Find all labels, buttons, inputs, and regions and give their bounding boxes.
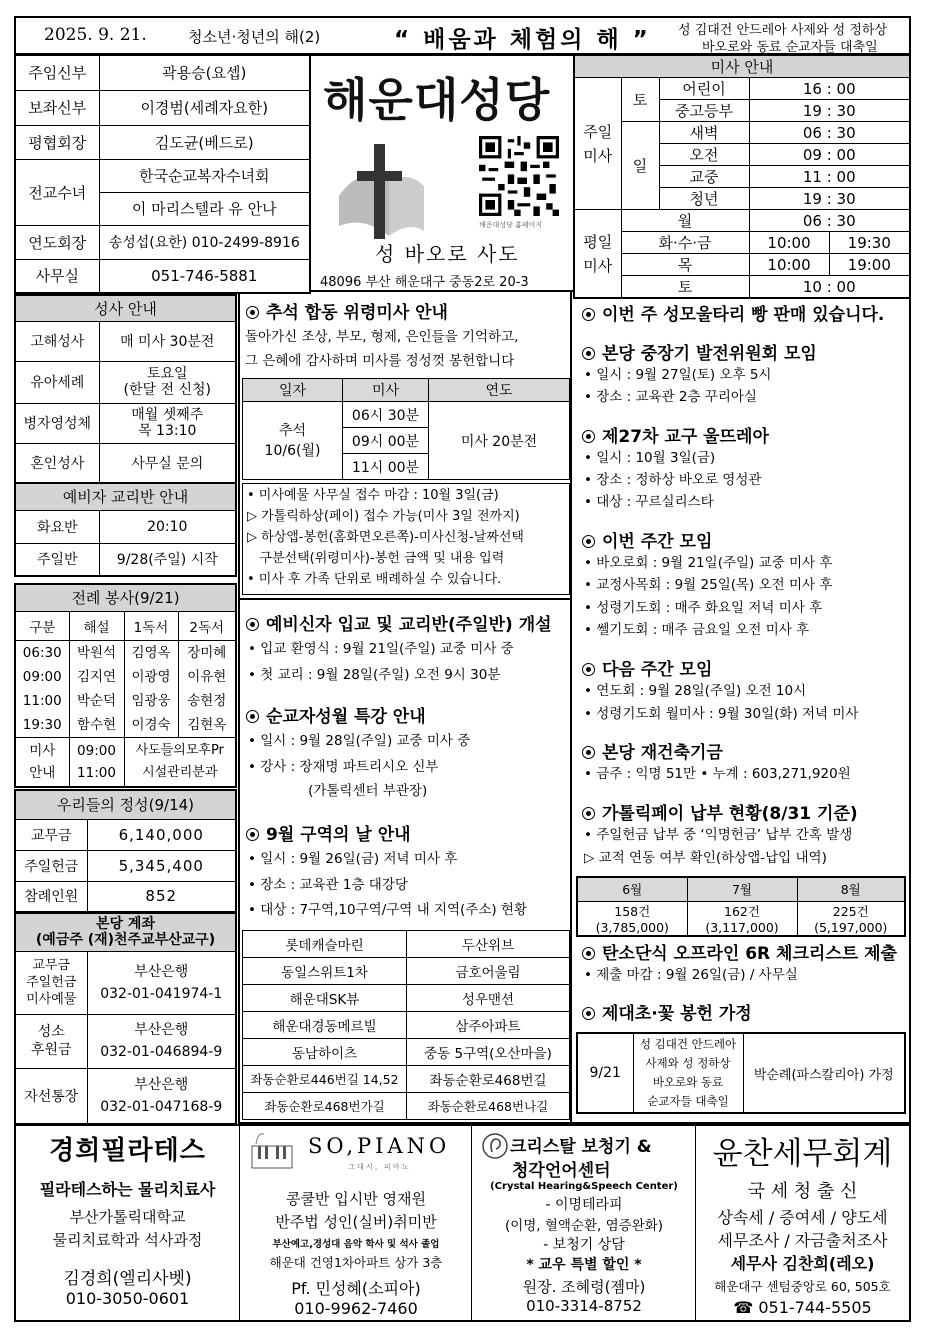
ad-hearing-line: - 보청기 상담 (543, 1237, 625, 1253)
ad-hearing (472, 1126, 696, 1320)
carbon-line: • 제출 마감 : 9월 26일(금) / 사무실 (584, 967, 798, 983)
council-line: • 일시 : 9월 27일(토) 오후 5시 (584, 367, 772, 383)
sacrament-info: 매 미사 30분전 (99, 321, 236, 361)
mass-time: 06 : 30 (749, 210, 910, 232)
mass-kind: 새벽 (659, 122, 749, 144)
pay-line: ▷ 교적 연동 여부 확인(하상앱-납입 내역) (584, 850, 827, 866)
year-theme: “ 배움과 체험의 해 ” (394, 27, 651, 53)
pay-value: 162건(3,117,000) (687, 901, 797, 936)
martyr-section-title (246, 702, 426, 727)
bullet-icon (582, 807, 595, 820)
thisweek-title: 이번 주간 모임 (602, 532, 713, 552)
staff-name: 051-746-5881 (99, 259, 310, 293)
class-info: 20:10 (99, 510, 236, 543)
chuseok-note: 구분선택(위령미사)-봉헌 금액 및 내용 입력 (247, 551, 505, 566)
account-purpose: 성소 후원금 (15, 1014, 87, 1068)
martyr-line: • 강사 : 장재명 파트리시오 신부 (248, 759, 439, 775)
ulteureya-line: • 장소 : 정하상 바오로 영성관 (584, 472, 762, 488)
thisweek-line: • 성령기도회 : 매주 화요일 저녁 미사 후 (584, 600, 823, 616)
carbon-title: 탄소단식 오프라인 6R 체크리스트 제출 (602, 944, 897, 964)
mass-guide-label: 미사 안내 (15, 737, 69, 787)
mass-title: 미사 안내 (574, 55, 910, 78)
staff-name: 김도균(베드로) (99, 125, 310, 159)
sacrament-info: 매월 셋째주 목 13:10 (99, 403, 236, 443)
ad-piano-name: Pf. 민성혜(소피아) (291, 1279, 421, 1298)
parish-name: 해운대성당 (323, 73, 551, 127)
issue-date: 2025. 9. 21. (44, 25, 147, 45)
thisweek-section-title (582, 527, 712, 552)
offering-kind: 참례인원 (15, 881, 87, 912)
ad-piano-line: 반주법 성인(실버)취미반 (275, 1213, 437, 1231)
second-reader-names: 장미혜 이유현 송현정 김현옥 (178, 640, 236, 737)
pay-stats-table (576, 876, 906, 937)
thisweek-line: • 바오로회 : 9월 21일(주일) 교중 미사 후 (584, 555, 833, 571)
staff-role: 사무실 (15, 259, 99, 293)
liturgy-header: 해설 (69, 611, 124, 640)
district-area: 좌동순환로446번길 14,52 (243, 1066, 407, 1093)
catechumen-section-title (246, 610, 552, 635)
catechumen-title: 예비신자 입교 및 교리반(주일반) 개설 (266, 615, 552, 635)
mass-time: 19 : 30 (749, 188, 910, 210)
pay-value: 158건(3,785,000) (577, 901, 687, 936)
ulteureya-line: • 일시 : 10월 3일(금) (584, 450, 716, 466)
bread-sale-text: 이번 주 성모울타리 빵 판매 있습니다. (602, 305, 885, 325)
qr-code-icon[interactable] (479, 136, 559, 216)
class-info: 9/28(주일) 시작 (99, 543, 236, 576)
mass-kind: 교중 (659, 166, 749, 188)
ad-tax (696, 1126, 909, 1320)
martyr-line: (가톨릭센터 부관장) (248, 783, 428, 799)
catechumen-line: • 입교 환영식 : 9월 21일(주일) 교중 미사 중 (248, 641, 514, 657)
bullet-icon (582, 430, 595, 443)
ad-pilates (16, 1126, 240, 1320)
ad-pilates-line: 물리치료학과 석사과정 (52, 1231, 203, 1249)
offering-kind: 주일헌금 (15, 850, 87, 881)
chuseok-header: 미사 (343, 379, 429, 402)
parish-address: 48096 부산 해운대구 중동2로 20-3 (320, 275, 529, 290)
liturgy-service-table (14, 583, 237, 788)
ad-tax-title: 윤찬세무회계 (712, 1136, 893, 1172)
bullet-icon (582, 347, 595, 360)
catechumen-class-table (14, 482, 237, 577)
bullet-icon (582, 947, 595, 960)
district-area: 두산위브 (407, 931, 570, 958)
pay-month: 7월 (687, 877, 797, 901)
staff-name: 송성섭(요한) 010-2499-8916 (99, 225, 310, 259)
divider (238, 598, 572, 600)
mass-time: 06 : 30 (749, 122, 910, 144)
rebuild-line: • 금주 : 익명 51만 • 누계 : 603,271,920원 (584, 766, 851, 782)
bullet-icon (582, 663, 595, 676)
ad-hearing-phone: 010-3314-8752 (526, 1297, 642, 1315)
liturgy-title: 전례 봉사(9/21) (15, 584, 236, 611)
chuseok-section-title (246, 298, 448, 323)
district-title: 9월 구역의 날 안내 (266, 825, 411, 845)
flower-section-title (582, 999, 752, 1024)
nextweek-line: • 연도회 : 9월 28일(주일) 오전 10시 (584, 683, 807, 699)
chuseok-mass-table (242, 378, 570, 480)
offering-title: 우리들의 정성(9/14) (15, 790, 236, 819)
district-area: 롯데캐슬마린 (243, 931, 407, 958)
mass-time: 10:00 (749, 254, 829, 276)
sacrament-kind: 유아세례 (15, 361, 99, 403)
ad-hearing-line: * 교우 특별 할인 * (526, 1257, 642, 1273)
commentator-names: 박원석 김지연 박순덕 함수현 (69, 640, 124, 737)
pay-value: 225건(5,197,000) (797, 901, 905, 936)
ad-pilates-title: 경희필라테스 (49, 1136, 206, 1166)
mass-kind: 토 (621, 276, 749, 299)
mass-kind: 목 (621, 254, 749, 276)
chuseok-yeondo: 미사 20분전 (429, 402, 570, 480)
chuseok-notes-box (242, 483, 570, 595)
flower-date: 9/21 (577, 1033, 633, 1113)
sacrament-kind: 혼인성사 (15, 443, 99, 483)
district-area: 중동 5구역(오산마을) (407, 1039, 570, 1066)
account-purpose: 교무금 주일헌금 미사예물 (15, 951, 87, 1014)
right-column (572, 292, 911, 1124)
district-area: 삼주아파트 (407, 1012, 570, 1039)
header-bar (14, 16, 911, 54)
ad-tax-phone: ☎ 051-744-5505 (733, 1298, 872, 1317)
council-line: • 장소 : 교육관 2층 꾸리아실 (584, 389, 757, 405)
chuseok-desc: 돌아가신 조상, 부모, 형제, 은인들을 기억하고, (245, 329, 519, 345)
qr-caption: 해운대성당 홈페이지 (479, 221, 543, 229)
bullet-icon (582, 1007, 595, 1020)
district-area: 좌동순환로468번나길 (407, 1093, 570, 1120)
martyr-title: 순교자성월 특강 안내 (266, 707, 426, 727)
district-area: 성우맨션 (407, 985, 570, 1012)
chuseok-note: • 미사예물 사무실 접수 마감 : 10월 3일(금) (247, 488, 499, 503)
ad-pilates-name: 김경희(엘리사벳) (63, 1269, 192, 1289)
bullet-icon (582, 535, 595, 548)
ad-hearing-name: 원장. 조혜령(젬마) (522, 1278, 646, 1296)
ulteureya-section-title (582, 422, 769, 447)
ad-piano-phone: 010-9962-7460 (294, 1299, 418, 1318)
account-number: 부산은행 032-01-047168-9 (87, 1068, 236, 1124)
ad-piano (240, 1126, 472, 1320)
mass-time: 16 : 00 (749, 78, 910, 100)
piano-icon (250, 1130, 294, 1170)
district-area: 동일스위트1차 (243, 958, 407, 985)
bread-sale-notice (582, 300, 884, 325)
year-theme-prefix: 청소년·청년의 해(2) (188, 28, 321, 46)
nextweek-title: 다음 주간 모임 (602, 660, 713, 680)
bullet-icon (582, 746, 595, 759)
ad-tax-line: 세무조사 / 자금출처조사 (717, 1231, 888, 1250)
sacrament-info: 토요일 (한달 전 신청) (99, 361, 236, 403)
parish-block (311, 54, 573, 292)
ad-pilates-phone: 010-3050-0601 (65, 1289, 190, 1308)
offering-kind: 교무금 (15, 819, 87, 850)
parish-logo-icon (329, 136, 429, 246)
district-area-table (242, 930, 570, 1120)
liturgy-times: 06:30 09:00 11:00 19:30 (15, 640, 69, 737)
bullet-icon (246, 710, 259, 723)
sacrament-title: 성사 안내 (15, 295, 236, 321)
sacrament-table (14, 294, 237, 484)
mass-time: 19 : 30 (749, 100, 910, 122)
chuseok-date: 추석 10/6(월) (243, 402, 343, 480)
ulteureya-line: • 대상 : 꾸르실리스타 (584, 494, 714, 510)
feast-line-2: 바오로와 동료 순교자들 대축일 (702, 40, 878, 55)
nextweek-line: • 성령기도회 월미사 : 9월 30일(화) 저녁 미사 (584, 706, 859, 722)
mass-kind: 오전 (659, 144, 749, 166)
ad-row (14, 1124, 911, 1322)
bullet-icon (246, 306, 259, 319)
staff-role: 주임신부 (15, 55, 99, 90)
mass-time: 19:00 (829, 254, 910, 276)
bullet-icon (582, 308, 595, 321)
ad-hearing-title: 크리스탈 보청기 & (510, 1137, 652, 1157)
first-reader-names: 김영옥 이광영 임광웅 이경숙 (124, 640, 178, 737)
ad-pilates-line: 부산가톨릭대학교 (69, 1208, 186, 1226)
mass-time: 09 : 00 (749, 144, 910, 166)
chuseok-time: 06시 30분 (343, 402, 429, 428)
bullet-icon (246, 618, 259, 631)
pay-line: • 주일헌금 납부 중 ‘익명헌금’ 납부 간혹 발생 (584, 827, 853, 843)
catechumen-line: • 첫 교리 : 9월 28일(주일) 오전 9시 30분 (248, 667, 501, 683)
staff-name: 곽용승(요셉) (99, 55, 310, 90)
chuseok-note: • 미사 후 가족 단위로 배례하실 수 있습니다. (247, 572, 502, 587)
ad-piano-tagline: 그 대 서 , 피 아 노 (348, 1163, 409, 1171)
ear-icon (482, 1132, 508, 1160)
sacrament-kind: 병자영성체 (15, 403, 99, 443)
chuseok-time: 11시 00분 (343, 454, 429, 480)
chuseok-note: ▷ 가톨릭하상(페이) 접수 가능(미사 3일 전까지) (247, 509, 520, 524)
district-area: 좌동순환로468번길 (407, 1066, 570, 1093)
chuseok-desc: 그 은혜에 감사하며 미사를 정성껏 봉헌합니다 (245, 353, 515, 369)
pay-month: 8월 (797, 877, 905, 901)
sunday-mass-label: 주일 미사 (574, 78, 621, 210)
rebuild-title: 본당 재건축기금 (602, 743, 723, 763)
district-section-title (246, 820, 411, 845)
ad-tax-name: 세무사 김찬희(레오) (730, 1254, 875, 1273)
offering-amount: 852 (87, 881, 236, 912)
ad-tax-address: 해운대구 센텀중앙로 60, 505호 (714, 1279, 891, 1294)
staff-role: 보좌신부 (15, 90, 99, 125)
council-section-title (582, 339, 817, 364)
mass-kind: 월 (621, 210, 749, 232)
ad-piano-brand: SO,PIANO (308, 1134, 451, 1158)
staff-name: 이 마리스텔라 유 안나 (99, 192, 310, 225)
mass-kind: 중고등부 (659, 100, 749, 122)
offering-amount: 6,140,000 (87, 819, 236, 850)
chuseok-header: 연도 (429, 379, 570, 402)
mass-time: 11 : 00 (749, 166, 910, 188)
chuseok-header: 일자 (243, 379, 343, 402)
offering-amount: 5,345,400 (87, 850, 236, 881)
offering-table (14, 789, 237, 913)
staff-name: 한국순교복자수녀회 (99, 159, 310, 192)
thisweek-line: • 쎌기도회 : 매주 금요일 오전 미사 후 (584, 622, 810, 638)
staff-role: 전교수녀 (15, 159, 99, 225)
ad-hearing-eng: (Crystal Hearing&Speech Center) (490, 1181, 678, 1192)
chuseok-title: 추석 합동 위령미사 안내 (266, 303, 448, 323)
district-area: 해운대경동메르빌 (243, 1012, 407, 1039)
ad-hearing-line: (이명, 혈액순환, 염증완화) (504, 1218, 664, 1234)
account-title: 본당 계좌 (예금주 (재)천주교부산교구) (15, 913, 236, 951)
sacrament-info: 사무실 문의 (99, 443, 236, 483)
sacrament-kind: 고해성사 (15, 321, 99, 361)
district-area: 금호어울림 (407, 958, 570, 985)
ad-piano-line: 해운대 건영1차아파트 상가 3층 (269, 1255, 443, 1270)
ad-piano-line: 부산예고,경성대 음악 학사 및 석사 졸업 (272, 1239, 440, 1250)
mass-guide-groups: 사도들의모후Pr 시설관리분과 (124, 737, 236, 787)
mass-guide-times: 09:00 11:00 (69, 737, 124, 787)
ad-hearing-line: - 이명테라피 (545, 1197, 623, 1213)
class-day: 주일반 (15, 543, 99, 576)
catechumen-class-title: 예비자 교리반 안내 (15, 483, 236, 510)
mass-kind: 청년 (659, 188, 749, 210)
martyr-line: • 일시 : 9월 28일(주일) 교중 미사 중 (248, 733, 471, 749)
district-area: 좌동순환로468번가길 (243, 1093, 407, 1120)
district-line: • 장소 : 교육관 1층 대강당 (248, 877, 408, 893)
ad-tax-line: 상속세 / 증여세 / 양도세 (717, 1208, 888, 1227)
mass-time: 19:30 (829, 232, 910, 254)
nextweek-section-title (582, 655, 712, 680)
flower-feast: 성 김대건 안드레아 사제와 성 정하상 바오로와 동료 순교자들 대축일 (633, 1033, 743, 1113)
ad-hearing-title2: 청각언어센터 (512, 1161, 611, 1181)
ad-tax-sub: 국 세 청 출 신 (747, 1181, 858, 1202)
feast-line-1: 성 김대건 안드레아 사제와 성 정하상 (678, 23, 888, 38)
pay-section-title (582, 799, 858, 824)
ad-piano-line: 콩쿨반 입시반 영재원 (286, 1190, 426, 1208)
liturgy-header: 2독서 (178, 611, 236, 640)
flower-title: 제대초·꽃 봉헌 가정 (602, 1004, 752, 1024)
district-line: • 일시 : 9월 26일(금) 저녁 미사 후 (248, 851, 458, 867)
mass-time: 10 : 00 (749, 276, 910, 299)
account-number: 부산은행 032-01-041974-1 (87, 951, 236, 1014)
bank-account-table (14, 912, 237, 1125)
liturgy-header: 구분 (15, 611, 69, 640)
saturday-label: 토 (621, 78, 659, 122)
account-purpose: 자선통장 (15, 1068, 87, 1124)
staff-role: 평협회장 (15, 125, 99, 159)
mass-time: 10:00 (749, 232, 829, 254)
ulteureya-title: 제27차 교구 울뜨레아 (602, 427, 769, 447)
account-number: 부산은행 032-01-046894-9 (87, 1014, 236, 1068)
weekday-mass-label: 평일 미사 (574, 210, 621, 299)
bullet-icon (246, 828, 259, 841)
district-line: • 대상 : 7구역,10구역/구역 내 지역(주소) 현황 (248, 902, 528, 918)
staff-name: 이경범(세례자요한) (99, 90, 310, 125)
class-day: 화요반 (15, 510, 99, 543)
pay-month: 6월 (577, 877, 687, 901)
ad-pilates-sub: 필라테스하는 물리치료사 (39, 1180, 216, 1199)
staff-table (14, 54, 311, 294)
district-area: 동남하이츠 (243, 1039, 407, 1066)
patron-saint: 성 바오로 사도 (375, 242, 520, 266)
carbon-section-title (582, 939, 897, 964)
flower-family: 박순례(파스칼리아) 가정 (743, 1033, 905, 1113)
flower-table (576, 1032, 906, 1114)
district-area: 해운대SK뷰 (243, 985, 407, 1012)
chuseok-time: 09시 00분 (343, 428, 429, 454)
mass-schedule-table (573, 54, 911, 299)
staff-role: 연도회장 (15, 225, 99, 259)
middle-column (238, 292, 572, 1124)
chuseok-note: ▷ 하상앱-봉헌(홈화면오른쪽)-미사신청-날짜선택 (247, 530, 524, 545)
thisweek-line: • 교정사목회 : 9월 25일(목) 오전 미사 후 (584, 577, 833, 593)
mass-kind: 어린이 (659, 78, 749, 100)
pay-title: 가톨릭페이 납부 현황(8/31 기준) (602, 804, 858, 824)
mass-kind: 화·수·금 (621, 232, 749, 254)
rebuild-section-title (582, 738, 723, 763)
council-title: 본당 중장기 발전위원회 모임 (602, 344, 817, 364)
sunday-label: 일 (621, 122, 659, 210)
liturgy-header: 1독서 (124, 611, 178, 640)
